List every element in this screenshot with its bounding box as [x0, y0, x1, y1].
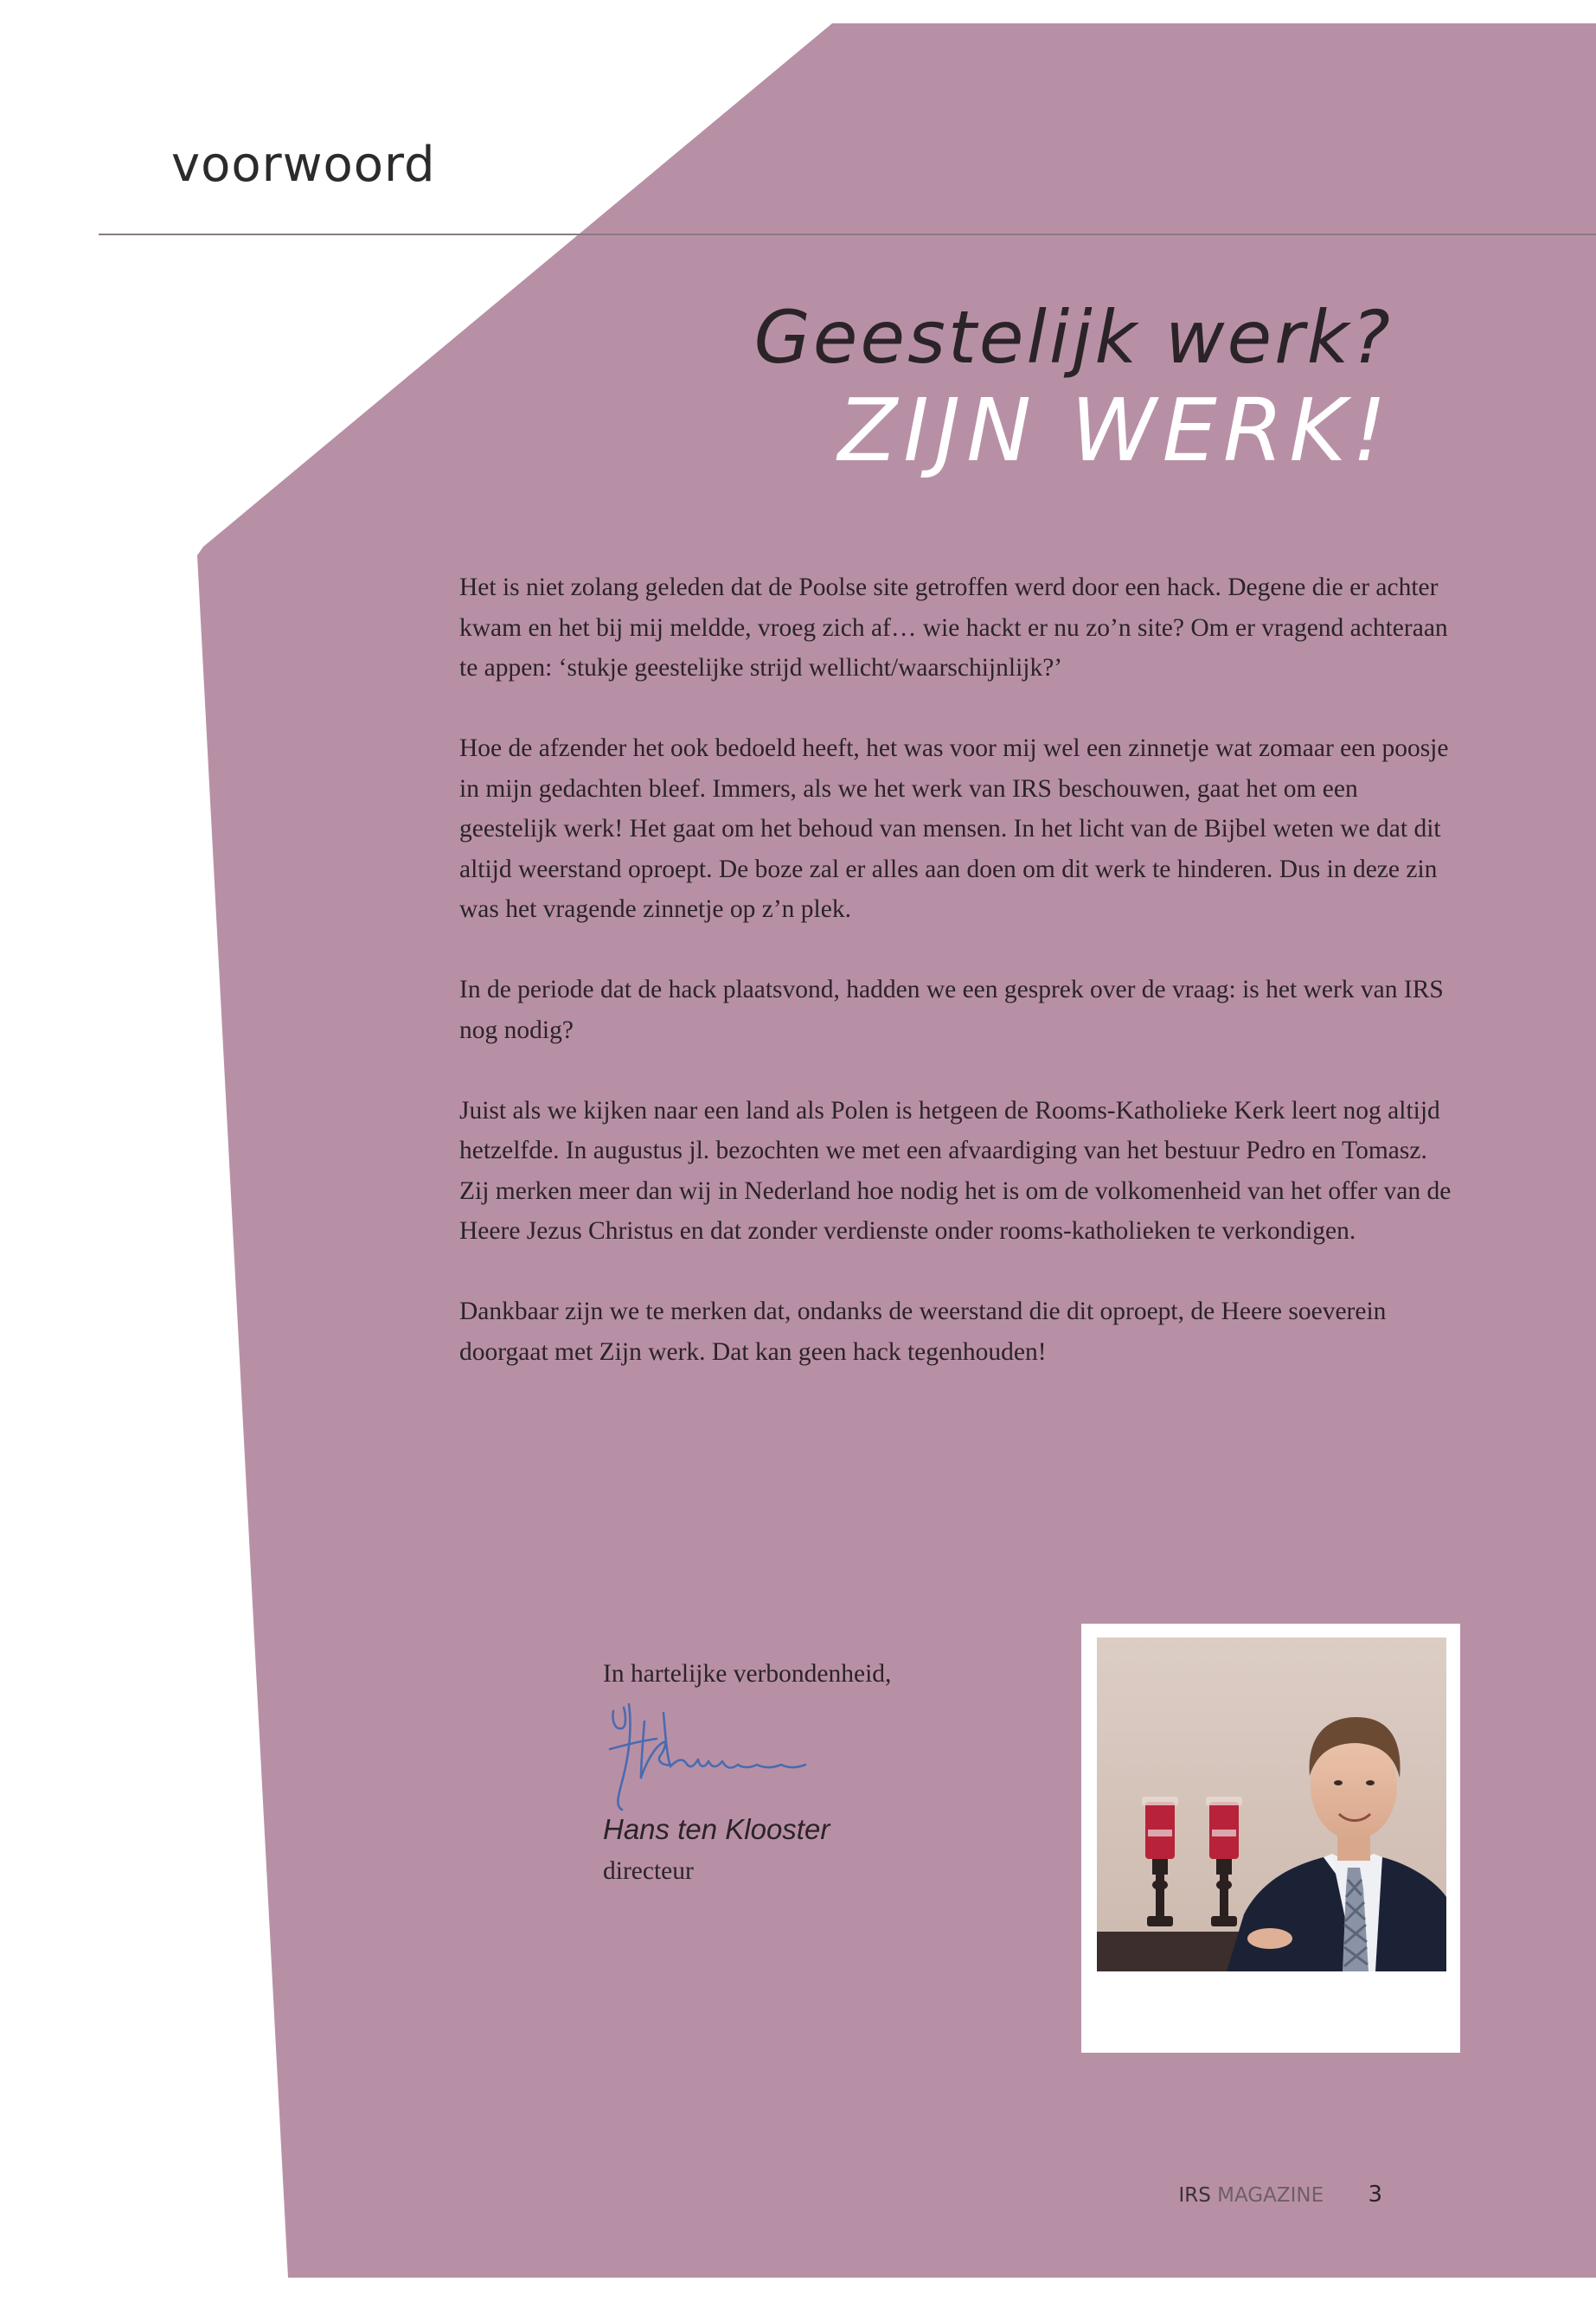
page-footer [1178, 2182, 1382, 2208]
header-divider [99, 234, 1596, 235]
author-role: directeur [603, 1857, 694, 1885]
paragraph: In de periode dat de hack plaatsvond, hadden we een gesprek over de vraag: is het werk van IRS nog nodig? [459, 976, 1444, 1044]
author-photo-frame [1081, 1624, 1460, 2053]
paragraph: Het is niet zolang geleden dat de Poolse site getroffen werd door een hack. Degene die er achter kwam en het bij mij meldde, vroeg zich af… wie hackt er nu zo’n site? Om er vragend achteraan te appen: ‘stukje geestelijke strijd wellicht/waarschijnlijk?’ [459, 574, 1448, 682]
author-portrait-photo [1097, 1638, 1446, 1971]
article-body [459, 567, 1454, 1413]
footer-brand-irs: IRS [1178, 2184, 1211, 2207]
paragraph: Juist als we kijken naar een land als Polen is hetgeen de Rooms-Katholieke Kerk leert nog altijd hetzelfde. In augustus jl. bezochten we met een afvaardiging van het bestuur Pedro en Tomasz. Zij merken meer dan wij in Nederland hoe nodig het is om de volkomenheid van het offer van de Heere Jezus Christus en dat zonder verdienste onder rooms-katholieken te verkondigen. [459, 1096, 1452, 1245]
page-number: 3 [1368, 2182, 1382, 2208]
closing-greeting: In hartelijke verbondenheid, [603, 1660, 892, 1688]
handwritten-signature [603, 1695, 828, 1817]
author-name: Hans ten Klooster [603, 1813, 830, 1845]
headline-line-1: Geestelijk werk? [753, 295, 1393, 380]
closing-block [603, 1654, 892, 1885]
section-label: voorwoord [171, 137, 436, 193]
paragraph: Hoe de afzender het ook bedoeld heeft, het was voor mij wel een zinnetje wat zomaar een poosje in mijn gedachten bleef. Immers, als we het werk van IRS beschouwen, gaat het om een geestelijk werk! Het gaat om het behoud van mensen. In het licht van de Bijbel weten we dat dit altijd weerstand oproept. De boze zal er alles aan doen om dit werk te hinderen. Dus in deze zin was het vragende zinnetje op z’n plek. [459, 734, 1449, 923]
headline-line-2: ZIJN WERK! [837, 379, 1393, 481]
headline [753, 294, 1393, 481]
footer-brand-magazine: MAGAZINE [1217, 2184, 1324, 2207]
paragraph: Dankbaar zijn we te merken dat, ondanks de weerstand die dit oproept, de Heere soeverein doorgaat met Zijn werk. Dat kan geen hack tegenhouden! [459, 1298, 1387, 1366]
